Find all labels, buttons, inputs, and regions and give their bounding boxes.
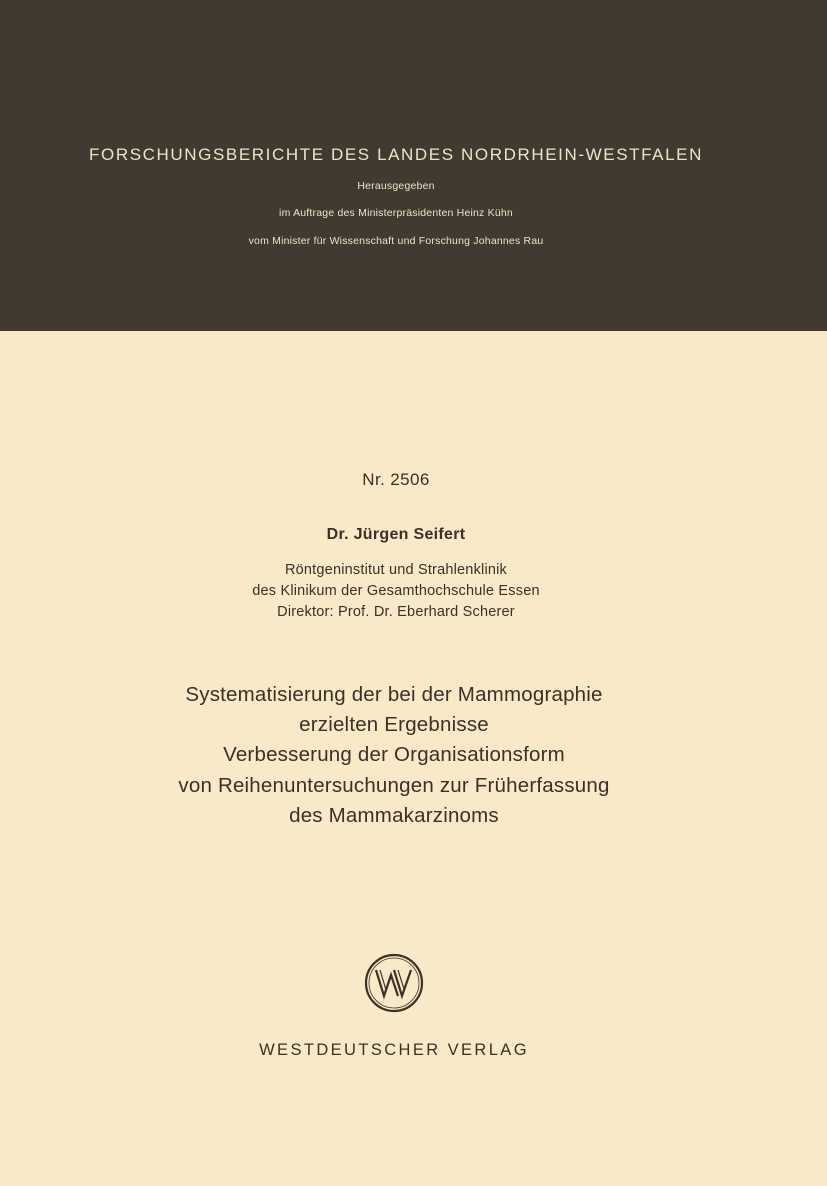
- title-line-5: des Mammakarzinoms: [289, 804, 499, 827]
- title-line-4: von Reihenuntersuchungen zur Früherfassung: [178, 774, 610, 797]
- author-name: Dr. Jürgen Seifert: [326, 526, 466, 543]
- affiliation-line-3: Direktor: Prof. Dr. Eberhard Scherer: [277, 604, 515, 620]
- title-line-2: erzielten Ergebnisse: [299, 713, 489, 736]
- affiliation-line-2: des Klinikum der Gesamthochschule Essen: [252, 583, 540, 599]
- title-line-3: Verbesserung der Organisationsform: [223, 743, 565, 766]
- editor-line-3: vom Minister für Wissenschaft und Forschung Johannes Rau: [248, 235, 544, 247]
- title-line-1: Systematisierung der bei der Mammographie: [185, 683, 603, 706]
- report-number: Nr. 2506: [362, 470, 430, 489]
- wv-logo-svg: [364, 953, 424, 1013]
- publisher-logo-icon: [364, 953, 424, 1013]
- affiliation-line-1: Röntgeninstitut und Strahlenklinik: [284, 562, 507, 578]
- series-title: FORSCHUNGSBERICHTE DES LANDES NORDRHEIN-WESTFALEN: [89, 145, 703, 164]
- publisher-name: WESTDEUTSCHER VERLAG: [259, 1041, 529, 1059]
- editor-line-2: im Auftrage des Ministerpräsidenten Heinz Kühn: [279, 207, 513, 219]
- header-band: [0, 0, 827, 331]
- editor-line-1: Herausgegeben: [357, 180, 435, 192]
